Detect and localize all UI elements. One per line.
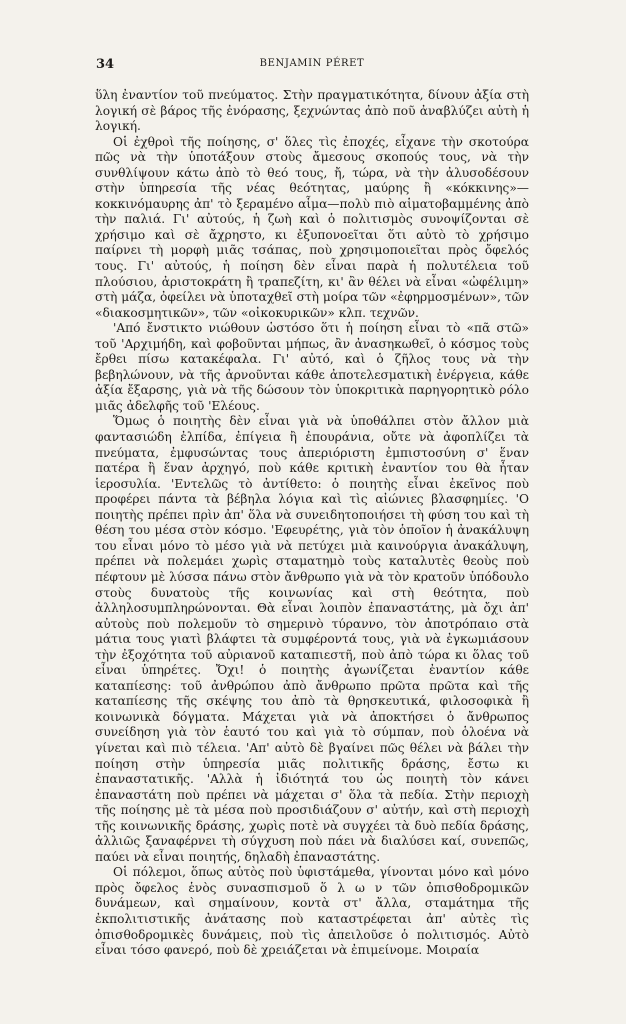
body-text xyxy=(95,88,529,959)
paragraph: ὕλη ἐναντίον τοῦ πνεύματος. Στὴν πραγματικότητα, δίνουν ἀξία στὴ λογική σὲ βάρος τῆς ἐνόρασης, ξεχνώντας ἀπὸ ποῦ ἀναβλύζει αὐτὴ ἡ λογική. xyxy=(95,88,529,134)
paragraph: Οἱ ἐχθροὶ τῆς ποίησης, σ' ὅλες τὶς ἐποχές, εἶχανε τὴν σκοτούρα πῶς νὰ τὴν ὑποτάξουν στοὺς ἄμεσους σκοπούς τους, νὰ τὴν συνθλίψουν κάτω ἀπὸ τὸ θεό τους, ἤ, τώρα, νὰ τὴν ἀλυσοδέσουν στὴν ὑπηρεσία τῆς νέας θεότητας, μαύρης ἢ «κόκκινης»—κοκκινόμαυρης ἀπ' τὸ ξεραμένο αἷμα—πολὺ πιὸ αἱματοβαμμένης ἀπὸ τὴν παλιά. Γι' αὐτούς, ἡ ζωὴ καὶ ὁ πολιτισμὸς συνοψίζονται σὲ χρήσιμο καὶ σὲ ἄχρηστο, κι ἐξυπονοεῖται ὅτι αὐτὸ τὸ χρήσιμο παίρνει τὴ μορφὴ μιᾶς τσάπας, ποὺ χρησιμοποιεῖται πρὸς ὄφελός τους. Γι' αὐτούς, ἡ ποίηση δὲν εἶναι παρὰ ἡ πολυτέλεια τοῦ πλούσιου, ἀριστοκράτη ἢ τραπεζίτη, κι' ἂν θέλει νὰ εἶναι «ὠφέλιμη» στὴ μάζα, ὀφείλει νὰ ὑποταχθεῖ στὴ μοίρα τῶν «ἐφηρμοσμένων», τῶν «διακοσμητικῶν», τῶν «οἰκοκυρικῶν» κλπ. τεχνῶν. xyxy=(95,134,529,320)
paragraph: Οἱ πόλεμοι, ὅπως αὐτὸς ποὺ ὑφιστάμεθα, γίνονται μόνο καὶ μόνο πρὸς ὄφελος ἑνὸς συνασπισμοῦ ὅ λ ω ν τῶν ὀπισθοδρομικῶν δυνάμεων, καὶ σημαίνουν, κοντὰ στ' ἄλλα, σταμάτημα τῆς ἐκπολιτιστικῆς ἀνάτασης ποὺ καταστρέφεται ἀπ' αὐτὲς τὶς ὀπισθοδρομικὲς δυνάμεις, ποὺ τὶς ἀπειλοῦσε ὁ πολιτισμός. Αὐτὸ εἶναι τόσο φανερό, ποὺ δὲ χρειάζεται νὰ ἐπιμείνομε. Μοιραία xyxy=(95,865,529,958)
page-header xyxy=(96,57,528,77)
page-number: 34 xyxy=(96,57,115,72)
paragraph: Ὅμως ὁ ποιητὴς δὲν εἶναι γιὰ νὰ ὑποθάλπει στὸν ἄλλον μιὰ φαντασιώδη ἐλπίδα, ἐπίγεια ἢ ἐπουράνια, οὔτε νὰ ἀφοπλίζει τὰ πνεύματα, ἐμφυσώντας τους ἀπεριόριστη ἐμπιστοσύνη σ' ἕναν πατέρα ἢ ἕναν ἀρχηγό, ποὺ κάθε κριτικὴ ἐναντίον του θὰ ἦταν ἱεροσυλία. 'Εντελῶς τὸ ἀντίθετο: ὁ ποιητὴς εἶναι ἐκεῖνος ποὺ προφέρει πάντα τὰ βέβηλα λόγια καὶ τὶς αἰώνιες βλασφημίες. 'Ο ποιητὴς πρέπει πρὶν ἀπ' ὅλα νὰ συνειδητοποιήσει τὴ φύση του καὶ τὴ θέση του μέσα στὸν κόσμο. 'Εφευρέτης, γιὰ τὸν ὁποῖον ἡ ἀνακάλυψη του εἶναι μόνο τὸ μέσο γιὰ νὰ πετύχει μιὰ καινούργια ἀνακάλυψη, πρέπει νὰ πολεμάει χωρὶς σταματημὸ τοὺς καταλυτὲς θεοὺς ποὺ πέφτουν μὲ λύσσα πάνω στὸν ἄνθρωπο γιὰ νὰ τὸν κρατοῦν ὑπόδουλο στοὺς δυνατοὺς τῆς κοινωνίας καὶ στὴ θεότητα, ποὺ ἀλληλοσυμπληρώνονται. Θὰ εἶναι λοιπὸν ἐπαναστάτης, μὰ ὄχι ἀπ' αὐτοὺς ποὺ πολεμοῦν τὸ σημερινὸ τύραννο, τὸν ἀποτρόπαιο στὰ μάτια τους γιατὶ βλάφτει τὰ συμφέροντά τους, γιὰ νὰ ἐγκωμιάσουν τὴν ἐξοχότητα τοῦ αὐριανοῦ καταπιεστῆ, ποὺ ἀπὸ τώρα κι ὅλας τοῦ εἶναι ὑπηρέτες. Ὄχι! ὁ ποιητὴς ἀγωνίζεται ἐναντίον κάθε καταπίεσης: τοῦ ἀνθρώπου ἀπὸ ἄνθρωπο πρῶτα πρῶτα καὶ τῆς καταπίεσης τῆς σκέψης του ἀπὸ τὰ θρησκευτικά, φιλοσοφικὰ ἢ κοινωνικὰ δόγματα. Μάχεται γιὰ νὰ ἀποκτήσει ὁ ἄνθρωπος συνείδηση γιὰ τὸν ἑαυτό του καὶ γιὰ τὸ σύμπαν, ποὺ ὁλοένα νὰ γίνεται καὶ πιὸ τέλεια. 'Απ' αὐτὸ δὲ βγαίνει πῶς θέλει νὰ βάλει τὴν ποίηση στὴν ὑπηρεσία μιᾶς πολιτικῆς δράσης, ἔστω κι ἐπαναστατικῆς. 'Αλλὰ ἡ ἰδιότητά του ὡς ποιητὴ τὸν κάνει ἐπαναστάτη ποὺ πρέπει νὰ μάχεται σ' ὅλα τὰ πεδία. Στὴν περιοχὴ τῆς ποίησης μὲ τὰ μέσα ποὺ προσιδιάζουν σ' αὐτήν, καὶ στὴ περιοχὴ τῆς κοινωνικῆς δράσης, χωρὶς ποτὲ νὰ συγχέει τὰ δυὸ πεδία δράσης, ἀλλιῶς ξαναφέρνει τὴ σύγχυση ποὺ πάει νὰ διαλύσει καί, συνεπῶς, παύει νὰ εἶναι ποιητής, δηλαδὴ ἐπαναστάτης. xyxy=(95,414,529,864)
running-head: BENJAMIN PÉRET xyxy=(259,58,365,69)
paragraph: 'Από ἔνστικτο νιώθουν ὡστόσο ὅτι ἡ ποίηση εἶναι τὸ «πᾶ στῶ» τοῦ 'Αρχιμήδη, καὶ φοβοῦνται μήπως, ἂν ἀνασηκωθεῖ, ὁ κόσμος τοὺς ἔρθει πίσω κατακέφαλα. Γι' αὐτό, καὶ ὁ ζῆλος τους νὰ τὴν βεβηλώνουν, νὰ τῆς ἀρνοῦνται κάθε ἀποτελεσματικὴ ἐνέργεια, κάθε ἀξία ἔξαρσης, γιὰ νὰ τῆς δώσουν τὸν ὑποκριτικὰ παρηγορητικὸ ρόλο μιᾶς ἀδελφῆς τοῦ 'Ελέους. xyxy=(95,321,529,413)
